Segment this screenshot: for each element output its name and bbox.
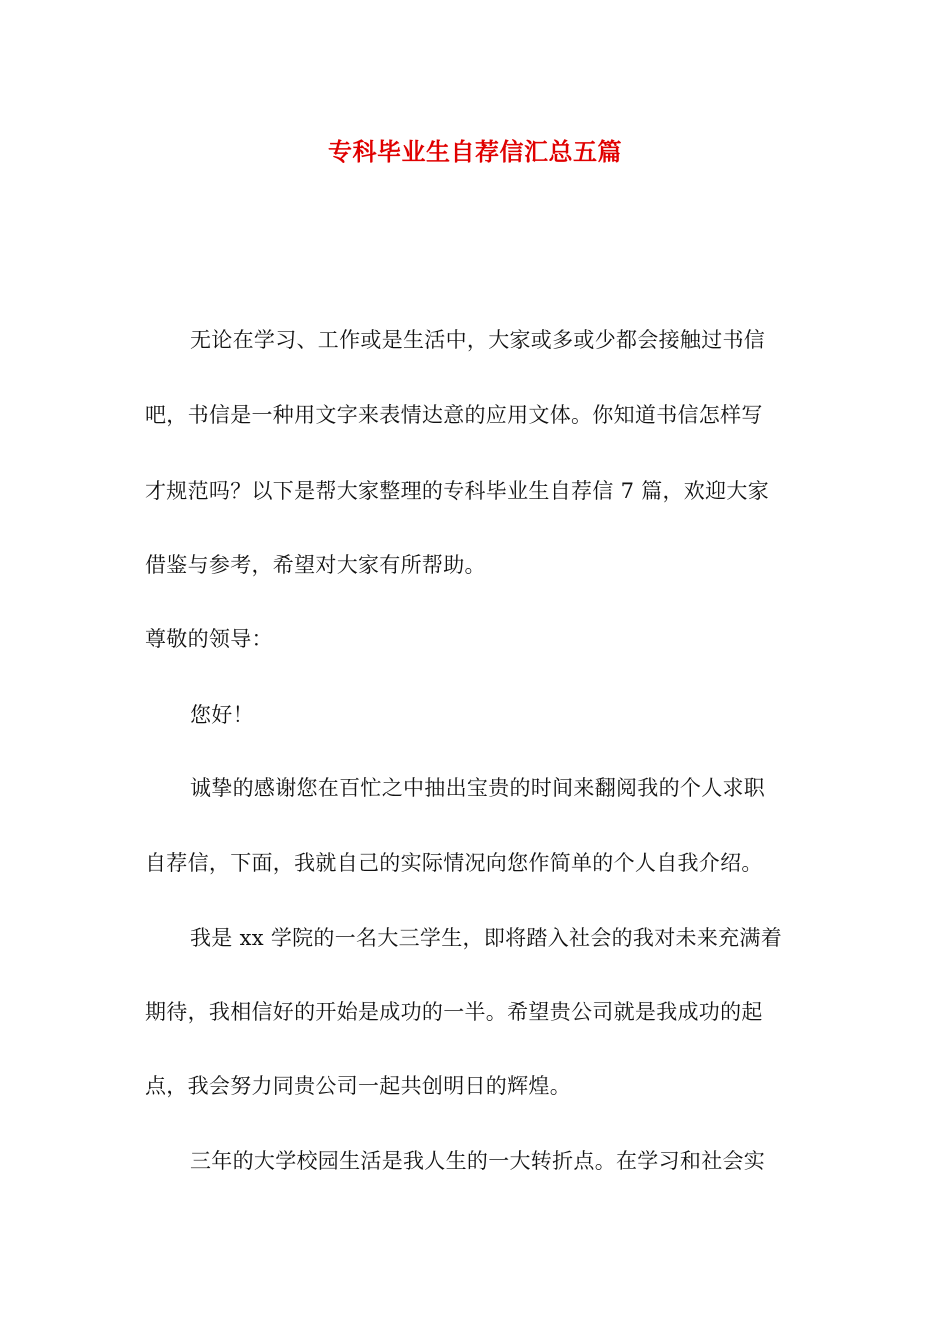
salutation: 尊敬的领导： <box>145 627 273 651</box>
paragraph-line: 三年的大学校园生活是我人生的一大转折点。在学习和社会实 <box>190 1149 766 1173</box>
paragraph-line: 借鉴与参考，希望对大家有所帮助。 <box>145 553 486 577</box>
paragraph-line: 自荐信，下面，我就自己的实际情况向您作简单的个人自我介绍。 <box>145 851 763 875</box>
paragraph-line: 诚挚的感谢您在百忙之中抽出宝贵的时间来翻阅我的个人求职 <box>190 776 766 800</box>
paragraph-line: 期待，我相信好的开始是成功的一半。希望贵公司就是我成功的起 <box>145 1000 763 1024</box>
paragraph-line: 无论在学习、工作或是生活中，大家或多或少都会接触过书信 <box>190 328 766 352</box>
greeting: 您好！ <box>190 703 254 727</box>
paragraph-line: 我是 xx 学院的一名大三学生，即将踏入社会的我对未来充满着 <box>190 926 783 950</box>
document-title: 专科毕业生自荐信汇总五篇 <box>328 138 622 166</box>
paragraph-line: 吧，书信是一种用文字来表情达意的应用文体。你知道书信怎样写 <box>145 403 763 427</box>
paragraph-line: 才规范吗？以下是帮大家整理的专科毕业生自荐信 7 篇，欢迎大家 <box>145 479 770 503</box>
paragraph-line: 点，我会努力同贵公司一起共创明日的辉煌。 <box>145 1074 571 1098</box>
